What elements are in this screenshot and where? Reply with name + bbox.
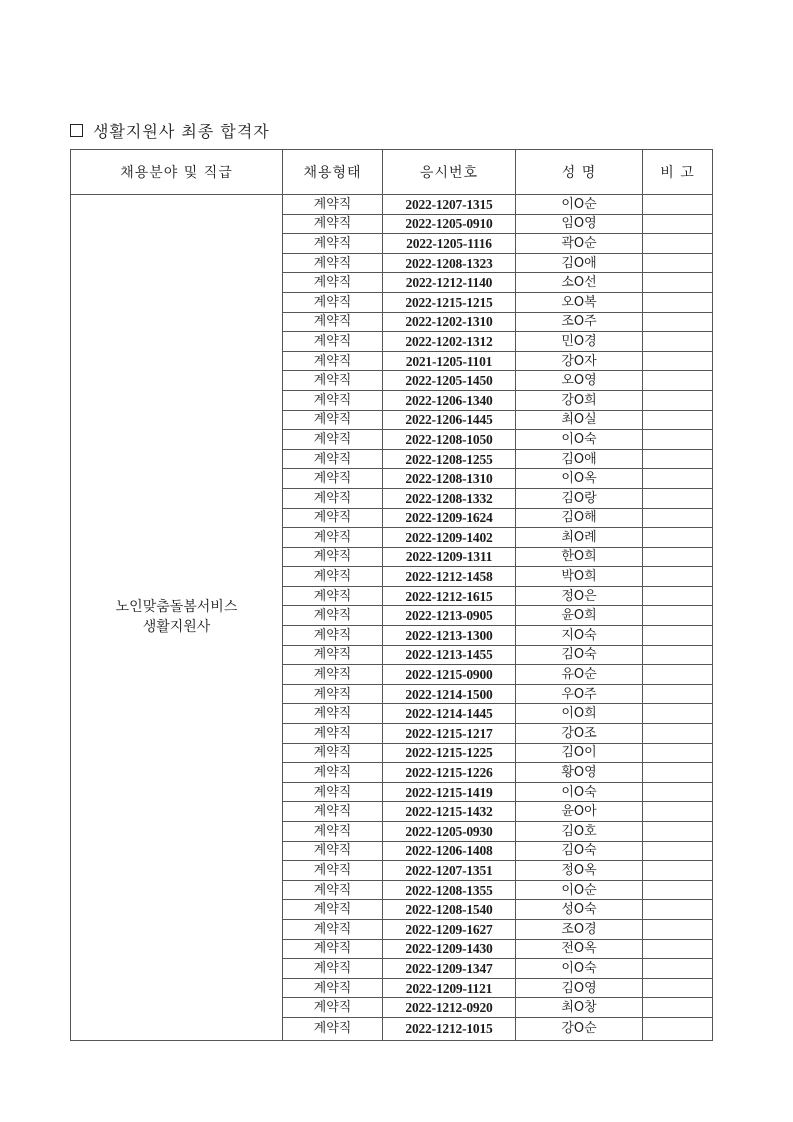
remarks-cell: [643, 332, 713, 352]
applicant-name-cell: 윤O아: [516, 802, 643, 822]
application-number-cell: 2022-1213-1300: [383, 626, 516, 646]
applicant-name-cell: 전O옥: [516, 939, 643, 959]
employment-type-cell: 계약직: [283, 586, 383, 606]
employment-type-cell: 계약직: [283, 998, 383, 1018]
employment-type-cell: 계약직: [283, 528, 383, 548]
recruitment-field-cell: [71, 195, 283, 1041]
employment-type-cell: 계약직: [283, 684, 383, 704]
application-number-cell: 2022-1209-1624: [383, 508, 516, 528]
remarks-cell: [643, 704, 713, 724]
application-number-cell: 2022-1213-1455: [383, 645, 516, 665]
remarks-cell: [643, 1017, 713, 1040]
application-number-cell: 2022-1205-0930: [383, 822, 516, 842]
applicant-name-cell: 김O영: [516, 978, 643, 998]
applicant-name-cell: 조O경: [516, 919, 643, 939]
application-number-cell: 2022-1208-1050: [383, 430, 516, 450]
remarks-cell: [643, 528, 713, 548]
applicant-name-cell: 우O주: [516, 684, 643, 704]
applicant-name-cell: 김O애: [516, 449, 643, 469]
applicant-name-cell: 정O은: [516, 586, 643, 606]
applicant-name-cell: 최O창: [516, 998, 643, 1018]
remarks-cell: [643, 802, 713, 822]
employment-type-cell: 계약직: [283, 332, 383, 352]
employment-type-cell: 계약직: [283, 567, 383, 587]
applicant-name-cell: 김O랑: [516, 488, 643, 508]
employment-type-cell: 계약직: [283, 273, 383, 293]
applicant-name-cell: 오O복: [516, 292, 643, 312]
applicant-name-cell: 지O숙: [516, 626, 643, 646]
application-number-cell: 2022-1208-1540: [383, 900, 516, 920]
employment-type-cell: 계약직: [283, 488, 383, 508]
remarks-cell: [643, 665, 713, 685]
remarks-cell: [643, 351, 713, 371]
applicant-name-cell: 강O자: [516, 351, 643, 371]
applicant-name-cell: 이O숙: [516, 430, 643, 450]
employment-type-cell: 계약직: [283, 390, 383, 410]
employment-type-cell: 계약직: [283, 900, 383, 920]
remarks-cell: [643, 253, 713, 273]
remarks-cell: [643, 371, 713, 391]
application-number-cell: 2022-1215-1217: [383, 724, 516, 744]
applicant-name-cell: 윤O희: [516, 606, 643, 626]
application-number-cell: 2022-1205-0910: [383, 214, 516, 234]
remarks-cell: [643, 998, 713, 1018]
applicant-name-cell: 강O희: [516, 390, 643, 410]
remarks-cell: [643, 919, 713, 939]
application-number-cell: 2022-1215-1432: [383, 802, 516, 822]
remarks-cell: [643, 626, 713, 646]
applicant-name-cell: 김O애: [516, 253, 643, 273]
applicant-name-cell: 강O조: [516, 724, 643, 744]
remarks-cell: [643, 214, 713, 234]
applicant-name-cell: 강O순: [516, 1017, 643, 1040]
application-number-cell: 2022-1212-1015: [383, 1017, 516, 1040]
application-number-cell: 2022-1214-1500: [383, 684, 516, 704]
employment-type-cell: 계약직: [283, 312, 383, 332]
applicant-name-cell: 황O영: [516, 763, 643, 783]
employment-type-cell: 계약직: [283, 606, 383, 626]
employment-type-cell: 계약직: [283, 743, 383, 763]
remarks-cell: [643, 488, 713, 508]
employment-type-cell: 계약직: [283, 1017, 383, 1040]
remarks-cell: [643, 763, 713, 783]
table-header-row: [71, 150, 713, 195]
employment-type-cell: 계약직: [283, 939, 383, 959]
applicant-name-cell: 곽O순: [516, 234, 643, 254]
header-field: 채용분야 및 직급: [71, 150, 283, 195]
employment-type-cell: 계약직: [283, 802, 383, 822]
application-number-cell: 2022-1205-1450: [383, 371, 516, 391]
remarks-cell: [643, 195, 713, 215]
application-number-cell: 2022-1215-1226: [383, 763, 516, 783]
section-heading: [70, 118, 270, 142]
applicant-name-cell: 한O희: [516, 547, 643, 567]
employment-type-cell: 계약직: [283, 763, 383, 783]
application-number-cell: 2022-1206-1408: [383, 841, 516, 861]
applicant-name-cell: 오O영: [516, 371, 643, 391]
employment-type-cell: 계약직: [283, 861, 383, 881]
remarks-cell: [643, 684, 713, 704]
remarks-cell: [643, 724, 713, 744]
application-number-cell: 2021-1205-1101: [383, 351, 516, 371]
employment-type-cell: 계약직: [283, 371, 383, 391]
employment-type-cell: 계약직: [283, 626, 383, 646]
applicant-name-cell: 이O희: [516, 704, 643, 724]
remarks-cell: [643, 469, 713, 489]
heading-title: 생활지원사 최종 합격자: [93, 121, 270, 141]
applicant-name-cell: 김O이: [516, 743, 643, 763]
applicant-name-cell: 김O해: [516, 508, 643, 528]
application-number-cell: 2022-1208-1355: [383, 880, 516, 900]
employment-type-cell: 계약직: [283, 919, 383, 939]
application-number-cell: 2022-1215-1215: [383, 292, 516, 312]
application-number-cell: 2022-1206-1445: [383, 410, 516, 430]
application-number-cell: 2022-1206-1340: [383, 390, 516, 410]
remarks-cell: [643, 606, 713, 626]
applicant-name-cell: 최O례: [516, 528, 643, 548]
employment-type-cell: 계약직: [283, 195, 383, 215]
remarks-cell: [643, 410, 713, 430]
applicant-name-cell: 정O옥: [516, 861, 643, 881]
remarks-cell: [643, 449, 713, 469]
remarks-cell: [643, 586, 713, 606]
remarks-cell: [643, 547, 713, 567]
header-note: 비 고: [643, 150, 713, 195]
field-line-2: 생활지원사: [142, 619, 211, 636]
applicant-name-cell: 김O호: [516, 822, 643, 842]
remarks-cell: [643, 880, 713, 900]
application-number-cell: 2022-1207-1351: [383, 861, 516, 881]
application-number-cell: 2022-1215-1225: [383, 743, 516, 763]
applicant-name-cell: 소O선: [516, 273, 643, 293]
square-bullet-icon: [70, 124, 83, 137]
results-table: [70, 149, 713, 1041]
employment-type-cell: 계약직: [283, 959, 383, 979]
applicant-name-cell: 임O영: [516, 214, 643, 234]
applicant-name-cell: 이O숙: [516, 959, 643, 979]
remarks-cell: [643, 939, 713, 959]
remarks-cell: [643, 978, 713, 998]
header-number: 응시번호: [383, 150, 516, 195]
table-row: [71, 195, 713, 215]
employment-type-cell: 계약직: [283, 665, 383, 685]
applicant-name-cell: 김O숙: [516, 841, 643, 861]
application-number-cell: 2022-1212-0920: [383, 998, 516, 1018]
employment-type-cell: 계약직: [283, 822, 383, 842]
applicant-name-cell: 이O옥: [516, 469, 643, 489]
application-number-cell: 2022-1212-1458: [383, 567, 516, 587]
application-number-cell: 2022-1208-1310: [383, 469, 516, 489]
applicant-name-cell: 조O주: [516, 312, 643, 332]
employment-type-cell: 계약직: [283, 782, 383, 802]
header-type: 채용형태: [283, 150, 383, 195]
applicant-name-cell: 성O숙: [516, 900, 643, 920]
application-number-cell: 2022-1215-1419: [383, 782, 516, 802]
application-number-cell: 2022-1208-1332: [383, 488, 516, 508]
application-number-cell: 2022-1214-1445: [383, 704, 516, 724]
application-number-cell: 2022-1208-1323: [383, 253, 516, 273]
employment-type-cell: 계약직: [283, 410, 383, 430]
remarks-cell: [643, 900, 713, 920]
employment-type-cell: 계약직: [283, 430, 383, 450]
remarks-cell: [643, 861, 713, 881]
remarks-cell: [643, 234, 713, 254]
application-number-cell: 2022-1209-1347: [383, 959, 516, 979]
employment-type-cell: 계약직: [283, 645, 383, 665]
employment-type-cell: 계약직: [283, 724, 383, 744]
header-name: 성 명: [516, 150, 643, 195]
employment-type-cell: 계약직: [283, 449, 383, 469]
application-number-cell: 2022-1209-1402: [383, 528, 516, 548]
applicant-name-cell: 최O실: [516, 410, 643, 430]
remarks-cell: [643, 567, 713, 587]
remarks-cell: [643, 390, 713, 410]
table-body: [71, 195, 713, 1041]
employment-type-cell: 계약직: [283, 547, 383, 567]
employment-type-cell: 계약직: [283, 880, 383, 900]
application-number-cell: 2022-1207-1315: [383, 195, 516, 215]
remarks-cell: [643, 645, 713, 665]
employment-type-cell: 계약직: [283, 508, 383, 528]
application-number-cell: 2022-1209-1627: [383, 919, 516, 939]
remarks-cell: [643, 959, 713, 979]
remarks-cell: [643, 292, 713, 312]
applicant-name-cell: 김O숙: [516, 645, 643, 665]
applicant-name-cell: 이O숙: [516, 782, 643, 802]
employment-type-cell: 계약직: [283, 253, 383, 273]
application-number-cell: 2022-1209-1121: [383, 978, 516, 998]
applicant-name-cell: 이O순: [516, 195, 643, 215]
employment-type-cell: 계약직: [283, 978, 383, 998]
application-number-cell: 2022-1212-1615: [383, 586, 516, 606]
application-number-cell: 2022-1208-1255: [383, 449, 516, 469]
remarks-cell: [643, 312, 713, 332]
application-number-cell: 2022-1213-0905: [383, 606, 516, 626]
employment-type-cell: 계약직: [283, 292, 383, 312]
applicant-name-cell: 박O희: [516, 567, 643, 587]
application-number-cell: 2022-1202-1310: [383, 312, 516, 332]
application-number-cell: 2022-1215-0900: [383, 665, 516, 685]
employment-type-cell: 계약직: [283, 351, 383, 371]
field-line-1: 노인맞춤돌봄서비스: [115, 599, 238, 616]
employment-type-cell: 계약직: [283, 704, 383, 724]
remarks-cell: [643, 822, 713, 842]
applicant-name-cell: 이O순: [516, 880, 643, 900]
employment-type-cell: 계약직: [283, 214, 383, 234]
remarks-cell: [643, 743, 713, 763]
applicant-name-cell: 민O경: [516, 332, 643, 352]
remarks-cell: [643, 841, 713, 861]
remarks-cell: [643, 430, 713, 450]
employment-type-cell: 계약직: [283, 841, 383, 861]
employment-type-cell: 계약직: [283, 469, 383, 489]
application-number-cell: 2022-1209-1430: [383, 939, 516, 959]
remarks-cell: [643, 508, 713, 528]
employment-type-cell: 계약직: [283, 234, 383, 254]
application-number-cell: 2022-1212-1140: [383, 273, 516, 293]
remarks-cell: [643, 273, 713, 293]
remarks-cell: [643, 782, 713, 802]
application-number-cell: 2022-1205-1116: [383, 234, 516, 254]
application-number-cell: 2022-1202-1312: [383, 332, 516, 352]
applicant-name-cell: 유O순: [516, 665, 643, 685]
application-number-cell: 2022-1209-1311: [383, 547, 516, 567]
